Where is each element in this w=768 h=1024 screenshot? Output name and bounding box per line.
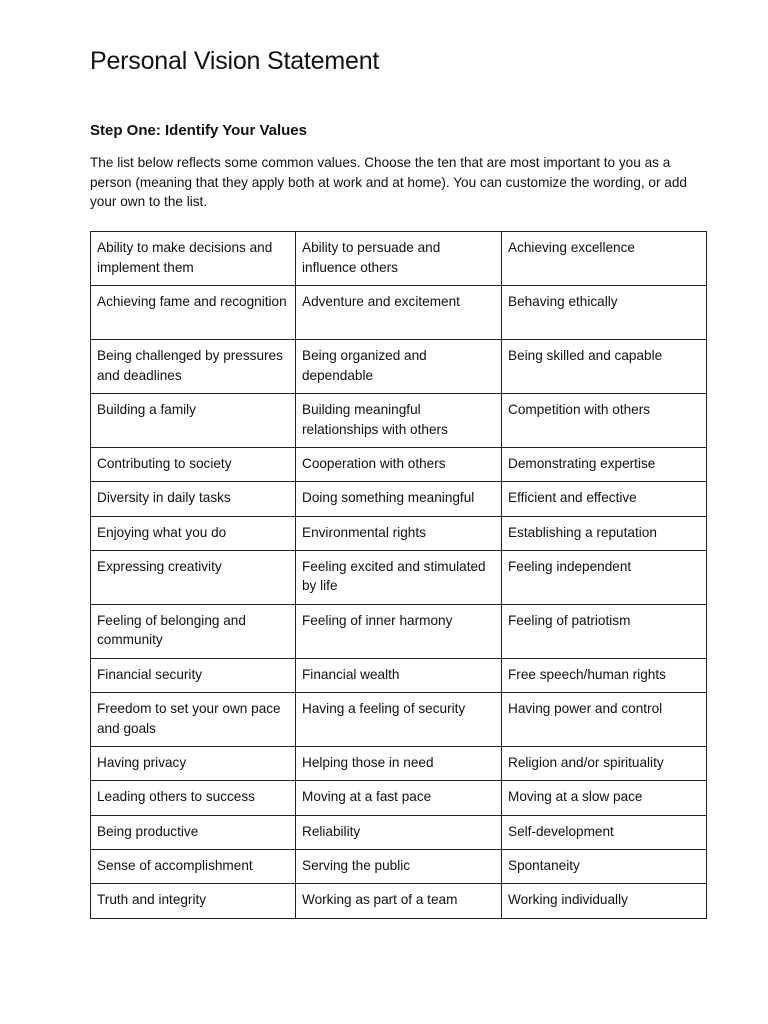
table-row (91, 747, 707, 781)
value-cell: Building meaningful relationships with others (296, 394, 502, 448)
page-title: Personal Vision Statement (90, 47, 380, 75)
value-cell: Free speech/human rights (502, 658, 707, 692)
intro-paragraph: The list below reflects some common values. Choose the ten that are most important to you as a person (meaning that they apply both at work and at home). You can customize the wording, or add your own to the list. (90, 155, 687, 209)
value-cell: Doing something meaningful (296, 482, 502, 516)
value-cell: Feeling of inner harmony (296, 604, 502, 658)
table-row (91, 604, 707, 658)
value-cell: Ability to persuade and influence others (296, 232, 502, 286)
value-cell: Freedom to set your own pace and goals (91, 693, 296, 747)
value-cell: Cooperation with others (296, 448, 502, 482)
value-cell: Achieving excellence (502, 232, 707, 286)
table-row (91, 394, 707, 448)
value-cell: Building a family (91, 394, 296, 448)
table-row (91, 884, 707, 918)
value-cell: Reliability (296, 815, 502, 849)
value-cell: Sense of accomplishment (91, 850, 296, 884)
value-cell: Being productive (91, 815, 296, 849)
value-cell: Demonstrating expertise (502, 448, 707, 482)
value-cell: Working as part of a team (296, 884, 502, 918)
value-cell: Having power and control (502, 693, 707, 747)
value-cell: Serving the public (296, 850, 502, 884)
value-cell: Financial security (91, 658, 296, 692)
value-cell: Expressing creativity (91, 550, 296, 604)
value-cell: Feeling of belonging and community (91, 604, 296, 658)
table-row (91, 448, 707, 482)
value-cell: Contributing to society (91, 448, 296, 482)
value-cell: Financial wealth (296, 658, 502, 692)
value-cell: Enjoying what you do (91, 516, 296, 550)
value-cell: Ability to make decisions and implement them (91, 232, 296, 286)
value-cell: Environmental rights (296, 516, 502, 550)
value-cell: Efficient and effective (502, 482, 707, 516)
value-cell: Truth and integrity (91, 884, 296, 918)
value-cell: Establishing a reputation (502, 516, 707, 550)
value-cell: Helping those in need (296, 747, 502, 781)
value-cell: Competition with others (502, 394, 707, 448)
value-cell: Working individually (502, 884, 707, 918)
step-heading: Step One: Identify Your Values (90, 122, 307, 139)
value-cell: Feeling excited and stimulated by life (296, 550, 502, 604)
value-cell: Having privacy (91, 747, 296, 781)
value-cell: Having a feeling of security (296, 693, 502, 747)
value-cell: Behaving ethically (502, 286, 707, 340)
value-cell: Adventure and excitement (296, 286, 502, 340)
table-row (91, 516, 707, 550)
table-row (91, 693, 707, 747)
table-row (91, 550, 707, 604)
value-cell: Moving at a fast pace (296, 781, 502, 815)
value-cell: Being organized and dependable (296, 340, 502, 394)
table-row (91, 658, 707, 692)
value-cell: Feeling of patriotism (502, 604, 707, 658)
table-row (91, 815, 707, 849)
value-cell: Being challenged by pressures and deadlines (91, 340, 296, 394)
table-row (91, 781, 707, 815)
value-cell: Being skilled and capable (502, 340, 707, 394)
table-row (91, 482, 707, 516)
table-row (91, 340, 707, 394)
table-row (91, 232, 707, 286)
value-cell: Achieving fame and recognition (91, 286, 296, 340)
value-cell: Religion and/or spirituality (502, 747, 707, 781)
value-cell: Moving at a slow pace (502, 781, 707, 815)
values-table (90, 231, 707, 919)
table-row (91, 286, 707, 340)
value-cell: Feeling independent (502, 550, 707, 604)
value-cell: Self-development (502, 815, 707, 849)
table-row (91, 850, 707, 884)
values-table-body (91, 232, 707, 919)
value-cell: Leading others to success (91, 781, 296, 815)
value-cell: Spontaneity (502, 850, 707, 884)
value-cell: Diversity in daily tasks (91, 482, 296, 516)
